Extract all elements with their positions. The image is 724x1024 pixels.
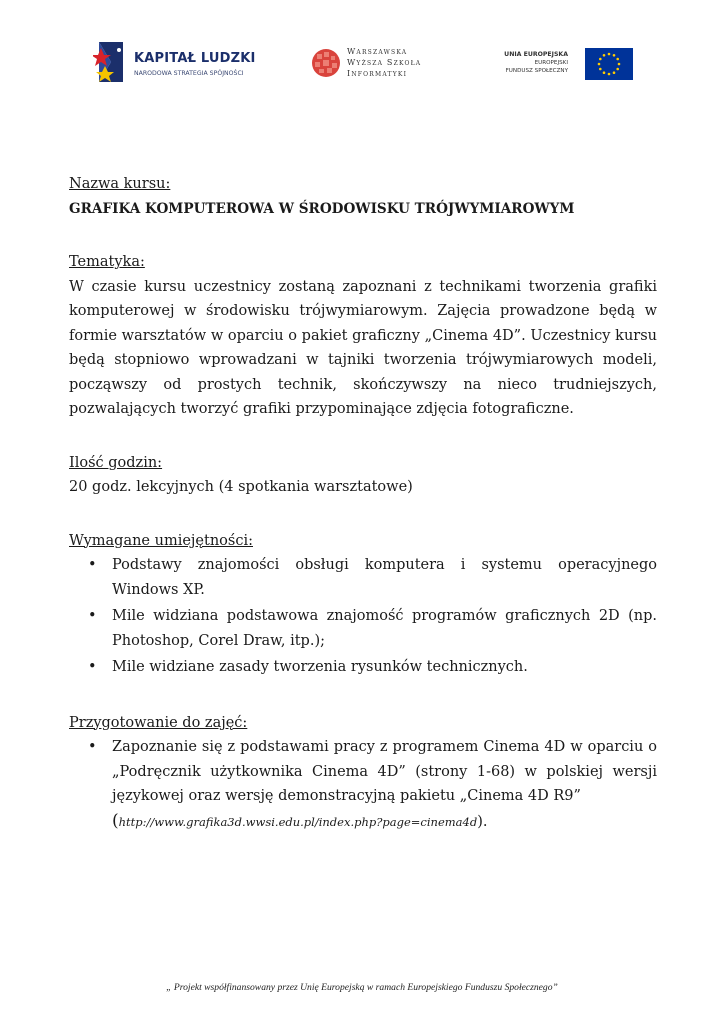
course-description: [69, 172, 657, 836]
bullet-icon: •: [88, 739, 97, 755]
skill-text: Mile widziana podstawowa znajomość programów graficznych 2D (np. Photoshop, Corel Draw, itp.);: [112, 608, 657, 649]
wwsi-logo: [311, 46, 441, 86]
bullet-icon: •: [88, 557, 97, 573]
skill-text: Mile widziane zasady tworzenia rysunków technicznych.: [112, 659, 528, 675]
hours-label: Ilość godzin:: [69, 454, 163, 471]
skills-label: Wymagane umiejętności:: [69, 532, 253, 549]
paren-close: ).: [477, 813, 488, 830]
wwsi-name-line2: Wyższa Szkoła: [347, 58, 422, 67]
course-name: GRAFIKA KOMPUTEROWA W ŚRODOWISKU TRÓJWYMIAROWYM: [69, 200, 575, 217]
bullet-icon: •: [88, 608, 97, 624]
wwsi-name-line3: Informatyki: [347, 69, 408, 78]
list-item: [69, 655, 657, 680]
eu-text-line2: EUROPEJSKI: [534, 60, 568, 66]
section-spacer: [69, 221, 657, 250]
skill-text: Podstawy znajomości obsługi komputera i systemu operacyjnego Windows XP.: [112, 557, 657, 598]
course-name-label: Nazwa kursu:: [69, 176, 171, 192]
preparation-label: Przygotowanie do zajęć:: [69, 714, 248, 731]
cinema4d-link[interactable]: http://www.grafika3d.wwsi.edu.pl/index.php?page=cinema4d: [118, 814, 478, 829]
topic-text: W czasie kursu uczestnicy zostaną zapoznani z technikami tworzenia grafiki komputerowej w środowisku trójwymiarowym. Zajęcia prowadzone będą w formie warsztatów w oparciu o pakiet graficzny „Cinema 4D”. Uczestnicy kursu będą stopniowo wprowadzani w tajniki tworzenia trójwymiarowych modeli, począwszy od prostych technik, skończywszy na nieco trudniejszych, pozwalających tworzyć grafiki przypominające zdjęcia fotograficzne.: [69, 278, 657, 417]
footer-note: „ Projekt współfinansowany przez Unię Europejską w ramach Europejskiego Funduszu Społecznego”: [166, 982, 558, 993]
eu-flag-icon: [585, 48, 633, 80]
eu-logo: [504, 46, 638, 86]
topic-label: Tematyka:: [69, 254, 145, 270]
eu-text-line3: FUNDUSZ SPOŁECZNY: [505, 68, 568, 74]
wwsi-emblem-icon: [311, 48, 341, 78]
page-header: [0, 34, 724, 90]
eu-text: [504, 51, 568, 75]
wwsi-name-line1: Warszawska: [347, 47, 408, 56]
preparation-text: Zapoznanie się z podstawami pracy z programem Cinema 4D w oparciu o „Podręcznik użytkownika Cinema 4D” (strony 1-68) w polskiej wersji językowej oraz wersję demonstracyjną pakietu „Cinema 4D R9”: [112, 739, 657, 804]
eu-text-line1: UNIA EUROPEJSKA: [504, 51, 568, 58]
kapital-ludzki-emblem-icon: [93, 38, 127, 86]
preparation-list: [69, 735, 657, 834]
paren-open: (: [112, 810, 119, 831]
kapital-ludzki-subtitle: NARODOWA STRATEGIA SPÓJNOŚCI: [134, 70, 244, 77]
section-spacer: [69, 422, 657, 451]
hours-text: 20 godz. lekcyjnych (4 spotkania warsztatowe): [69, 479, 413, 495]
kapital-ludzki-title: KAPITAŁ LUDZKI: [134, 51, 256, 66]
skills-list: [69, 553, 657, 680]
kapital-ludzki-logo: [93, 38, 256, 88]
bullet-icon: •: [88, 659, 97, 675]
list-item: [69, 553, 657, 602]
wwsi-name: [347, 46, 421, 79]
section-spacer: [69, 500, 657, 529]
section-spacer: [69, 682, 657, 711]
list-item: [69, 735, 657, 834]
list-item: [69, 604, 657, 653]
